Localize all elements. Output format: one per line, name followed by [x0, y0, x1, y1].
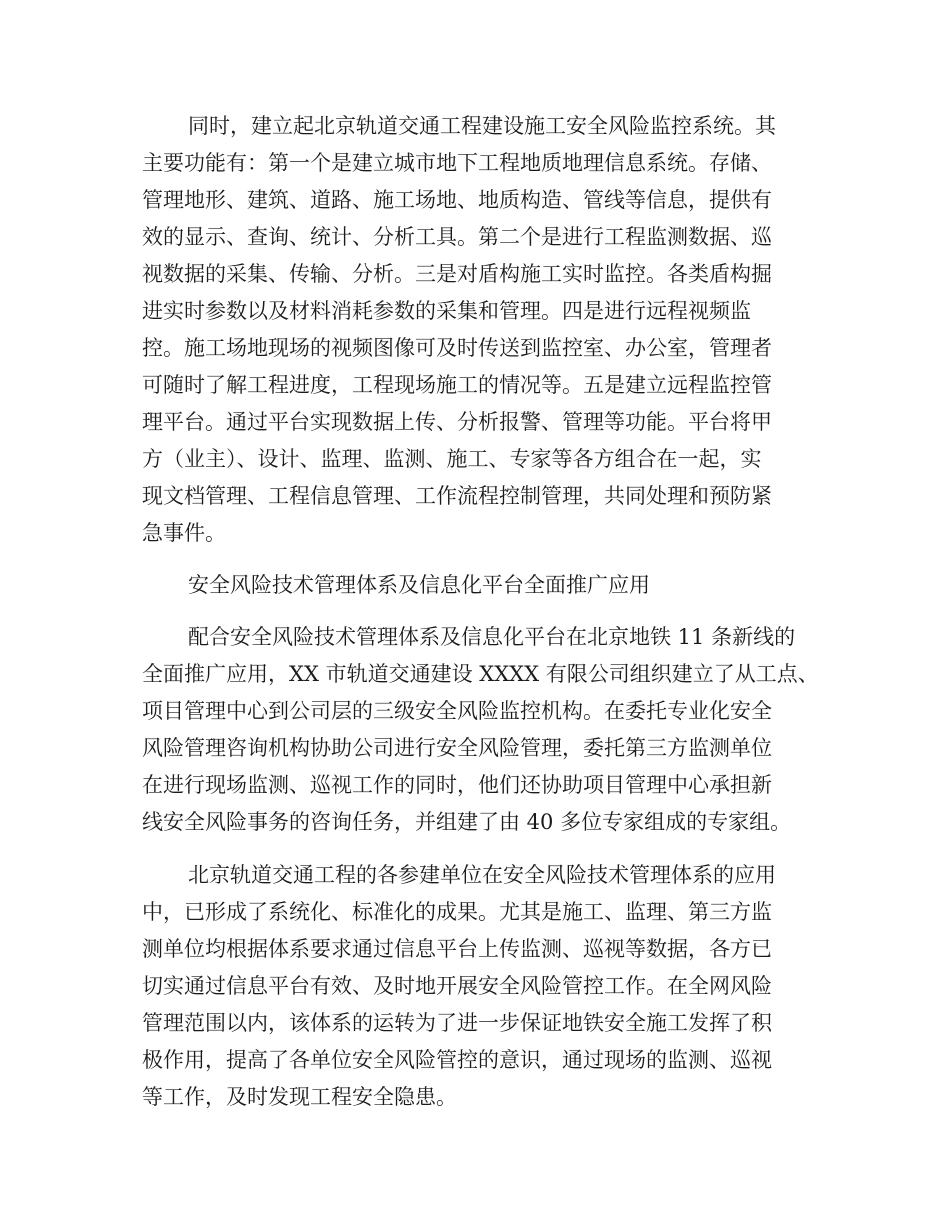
paragraph-line: 现文档管理、工程信息管理、工作流程控制管理，共同处理和预防紧	[142, 484, 772, 508]
paragraph-line: 进实时参数以及材料消耗参数的采集和管理。四是进行远程视频监	[142, 299, 751, 323]
paragraph-line: 主要功能有：第一个是建立城市地下工程地质地理信息系统。存储、	[142, 151, 772, 175]
paragraph-line: 测单位均根据体系要求通过信息平台上传监测、巡视等数据，各方已	[142, 937, 772, 961]
paragraph-line: 急事件。	[142, 521, 226, 545]
paragraph-line: 方（业主）、设计、监理、监测、施工、专家等各方组合在一起，实	[142, 447, 762, 471]
paragraph-line: 管理地形、建筑、道路、施工场地、地质构造、管线等信息，提供有	[142, 188, 772, 212]
paragraph-line: 配合安全风险技术管理体系及信息化平台在北京地铁 11 条新线的	[188, 625, 796, 649]
paragraph-line: 理平台。通过平台实现数据上传、分析报警、管理等功能。平台将甲	[142, 410, 772, 434]
paragraph-line: 风险管理咨询机构协助公司进行安全风险管理，委托第三方监测单位	[142, 736, 772, 760]
paragraph-line: 切实通过信息平台有效、及时地开展安全风险管控工作。在全网风险	[142, 974, 772, 998]
paragraph-line: 中，已形成了系统化、标准化的成果。尤其是施工、监理、第三方监	[142, 900, 772, 924]
paragraph-line: 全面推广应用，XX 市轨道交通建设 XXXX 有限公司组织建立了从工点、	[142, 662, 819, 686]
paragraph-line: 可随时了解工程进度，工程现场施工的情况等。五是建立远程监控管	[142, 373, 772, 397]
paragraph-line: 管理范围以内，该体系的运转为了进一步保证地铁安全施工发挥了积	[142, 1011, 772, 1035]
paragraph-line: 线安全风险事务的咨询任务，并组建了由 40 多位专家组成的专家组。	[142, 810, 792, 834]
paragraph-line: 在进行现场监测、巡视工作的同时，他们还协助项目管理中心承担新	[142, 773, 772, 797]
section-heading: 安全风险技术管理体系及信息化平台全面推广应用	[188, 573, 650, 597]
paragraph-line: 效的显示、查询、统计、分析工具。第二个是进行工程监测数据、巡	[142, 225, 772, 249]
paragraph-line: 北京轨道交通工程的各参建单位在安全风险技术管理体系的应用	[188, 863, 776, 887]
paragraph-line: 等工作，及时发现工程安全隐患。	[142, 1085, 457, 1109]
paragraph-line: 视数据的采集、传输、分析。三是对盾构施工实时监控。各类盾构掘	[142, 262, 772, 286]
paragraph-line: 项目管理中心到公司层的三级安全风险监控机构。在委托专业化安全	[142, 699, 772, 723]
paragraph-line: 控。施工场地现场的视频图像可及时传送到监控室、办公室，管理者	[142, 336, 772, 360]
paragraph-line: 极作用，提高了各单位安全风险管控的意识，通过现场的监测、巡视	[142, 1048, 772, 1072]
paragraph-line: 同时，建立起北京轨道交通工程建设施工安全风险监控系统。其	[188, 114, 776, 138]
